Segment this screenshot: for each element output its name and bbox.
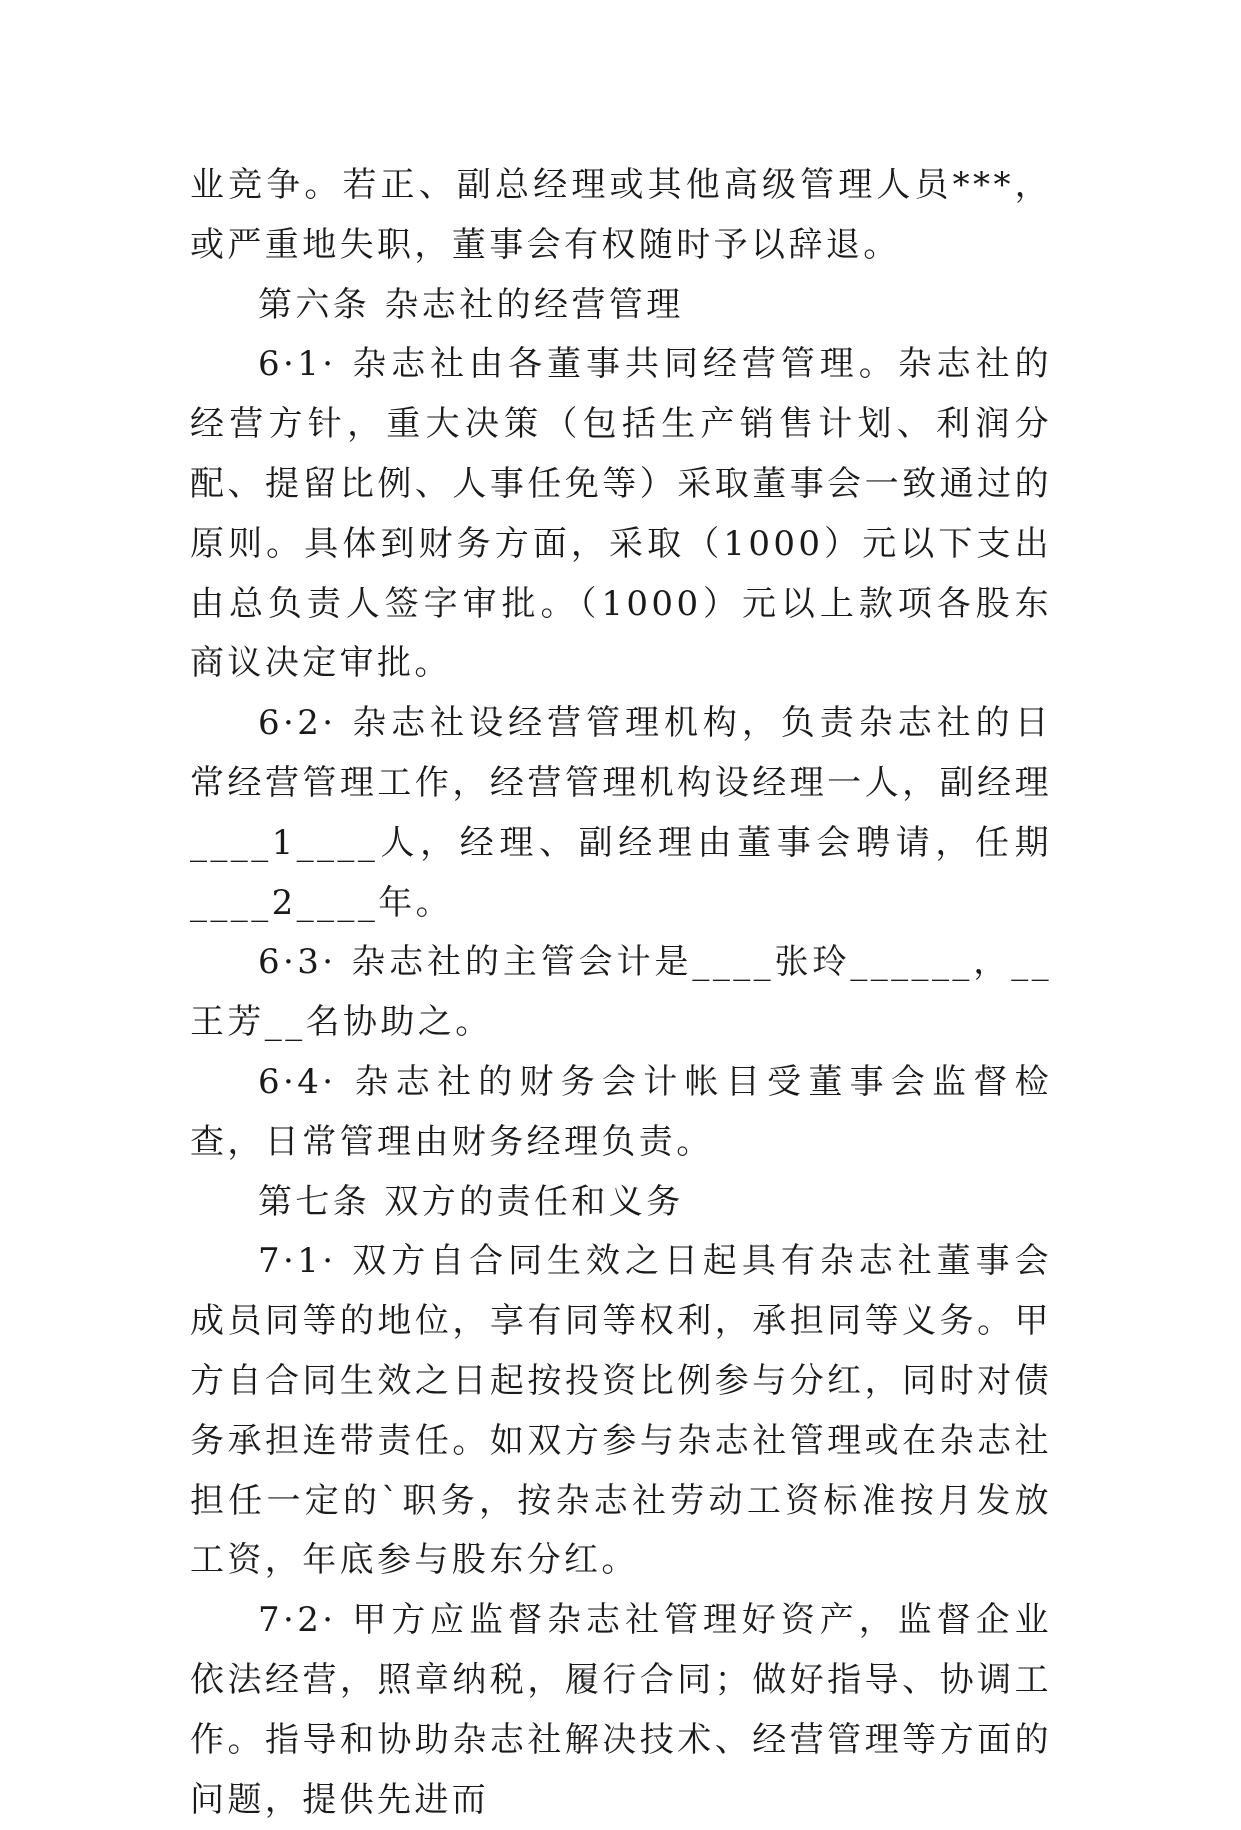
document-body: [190, 156, 1052, 1830]
clause-6-4: 6·4· 杂志社的财务会计帐目受董事会监督检查，日常管理由财务经理负责。: [190, 1061, 1052, 1162]
article-heading-7: 第七条 双方的责任和义务: [258, 1181, 684, 1222]
clause-6-1: 6·1· 杂志社由各董事共同经营管理。杂志社的经营方针，重大决策（包括生产销售计划、利润分配、提留比例、人事任免等）采取董事会一致通过的原则。具体到财务方面，采取（1000）元以下支出由总负责人签字审批。（1000）元以上款项各股东商议决定审批。: [190, 344, 1052, 684]
clause-6-3: 6·3· 杂志社的主管会计是____张玲______，__王芳__名协助之。: [190, 942, 1052, 1043]
article-heading-6: 第六条 杂志社的经营管理: [258, 284, 684, 325]
clause-7-2: 7·2· 甲方应监督杂志社管理好资产，监督企业依法经营，照章纳税，履行合同；做好指导、协调工作。指导和协助杂志社解决技术、经营管理等方面的问题，提供先进而: [190, 1600, 1052, 1820]
clause-6-2: 6·2· 杂志社设经营管理机构，负责杂志社的日常经营管理工作，经营管理机构设经理一人，副经理____1____人，经理、副经理由董事会聘请，任期____2____年。: [190, 703, 1052, 923]
paragraph-continuation: 业竞争。若正、副总经理或其他高级管理人员***，或严重地失职，董事会有权随时予以辞退。: [190, 165, 1052, 265]
clause-7-1: 7·1· 双方自合同生效之日起具有杂志社董事会成员同等的地位，享有同等权利，承担同等义务。甲方自合同生效之日起按投资比例参与分红，同时对债务承担连带责任。如双方参与杂志社管理或在杂志社担任一定的`职务，按杂志社劳动工资标准按月发放工资，年底参与股东分红。: [190, 1241, 1052, 1581]
